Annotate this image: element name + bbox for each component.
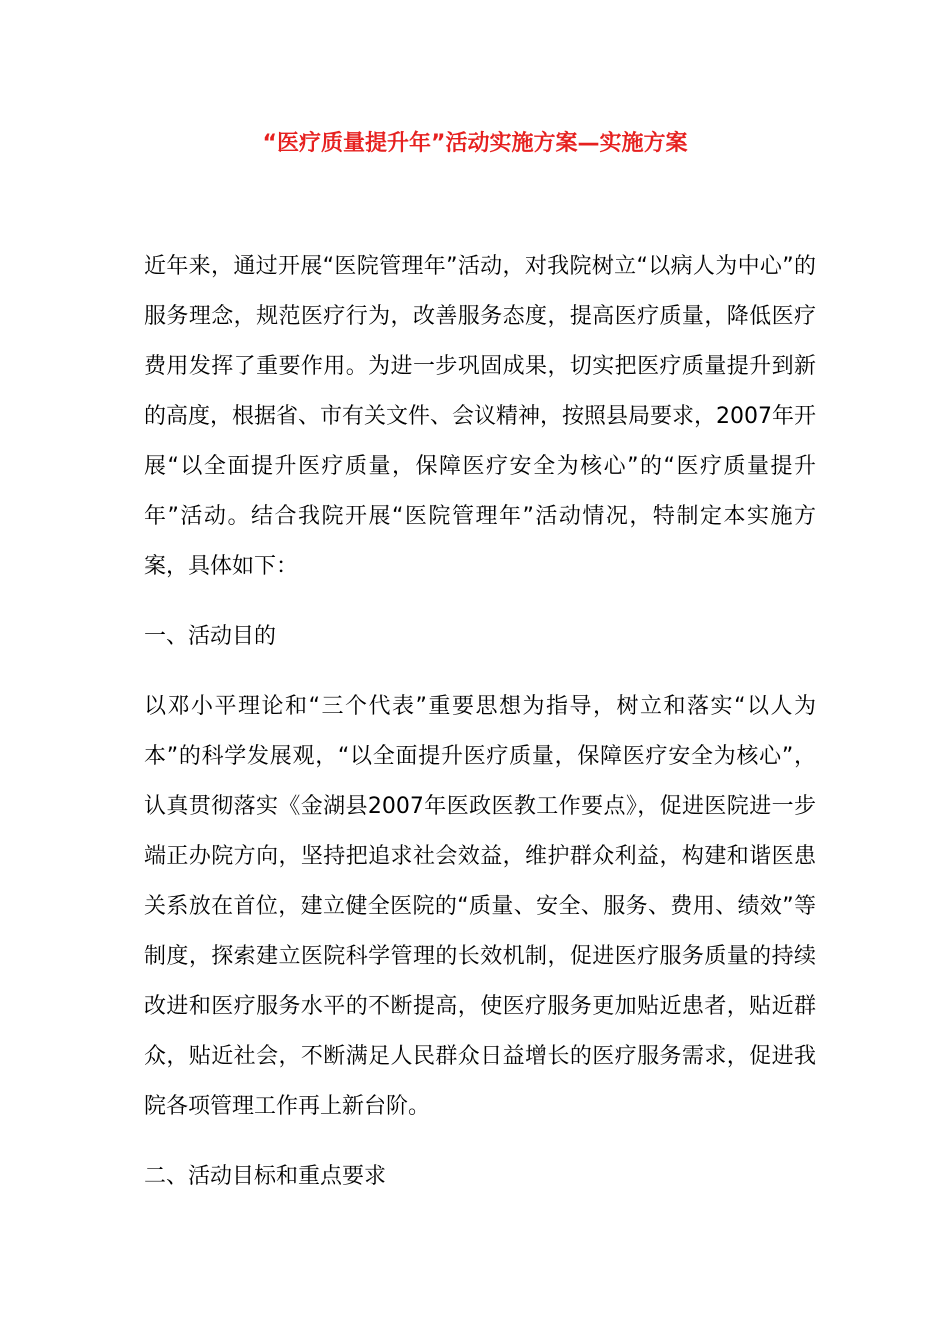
section-heading-activity-purpose: 一、活动目的	[144, 624, 277, 649]
document-body	[144, 242, 816, 1222]
activity-purpose-paragraph: 以邓小平理论和“三个代表”重要思想为指导，树立和落实“以人为本”的科学发展观，“以全面提升医疗质量，保障医疗安全为核心”，认真贯彻落实《金湖县2007年医政医教工作要点》，促进医院进一步端正办院方向，坚持把追求社会效益，维护群众利益，构建和谐医患关系放在首位，建立健全医院的“质量、安全、服务、费用、绩效”等制度，探索建立医院科学管理的长效机制，促进医疗服务质量的持续改进和医疗服务水平的不断提高，使医疗服务更加贴近患者，贴近群众，贴近社会，不断满足人民群众日益增长的医疗服务需求，促进我院各项管理工作再上新台阶。	[144, 694, 816, 1119]
section-heading-goals-requirements: 二、活动目标和重点要求	[144, 1164, 387, 1189]
document-title: “医疗质量提升年”活动实施方案—实施方案	[262, 131, 688, 156]
intro-paragraph: 近年来，通过开展“医院管理年”活动，对我院树立“以病人为中心”的服务理念，规范医疗行为，改善服务态度，提高医疗质量，降低医疗费用发挥了重要作用。为进一步巩固成果，切实把医疗质量提升到新的高度，根据省、市有关文件、会议精神，按照县局要求，2007年开展“以全面提升医疗质量，保障医疗安全为核心”的“医疗质量提升年”活动。结合我院开展“医院管理年”活动情况，特制定本实施方案，具体如下：	[144, 254, 816, 579]
